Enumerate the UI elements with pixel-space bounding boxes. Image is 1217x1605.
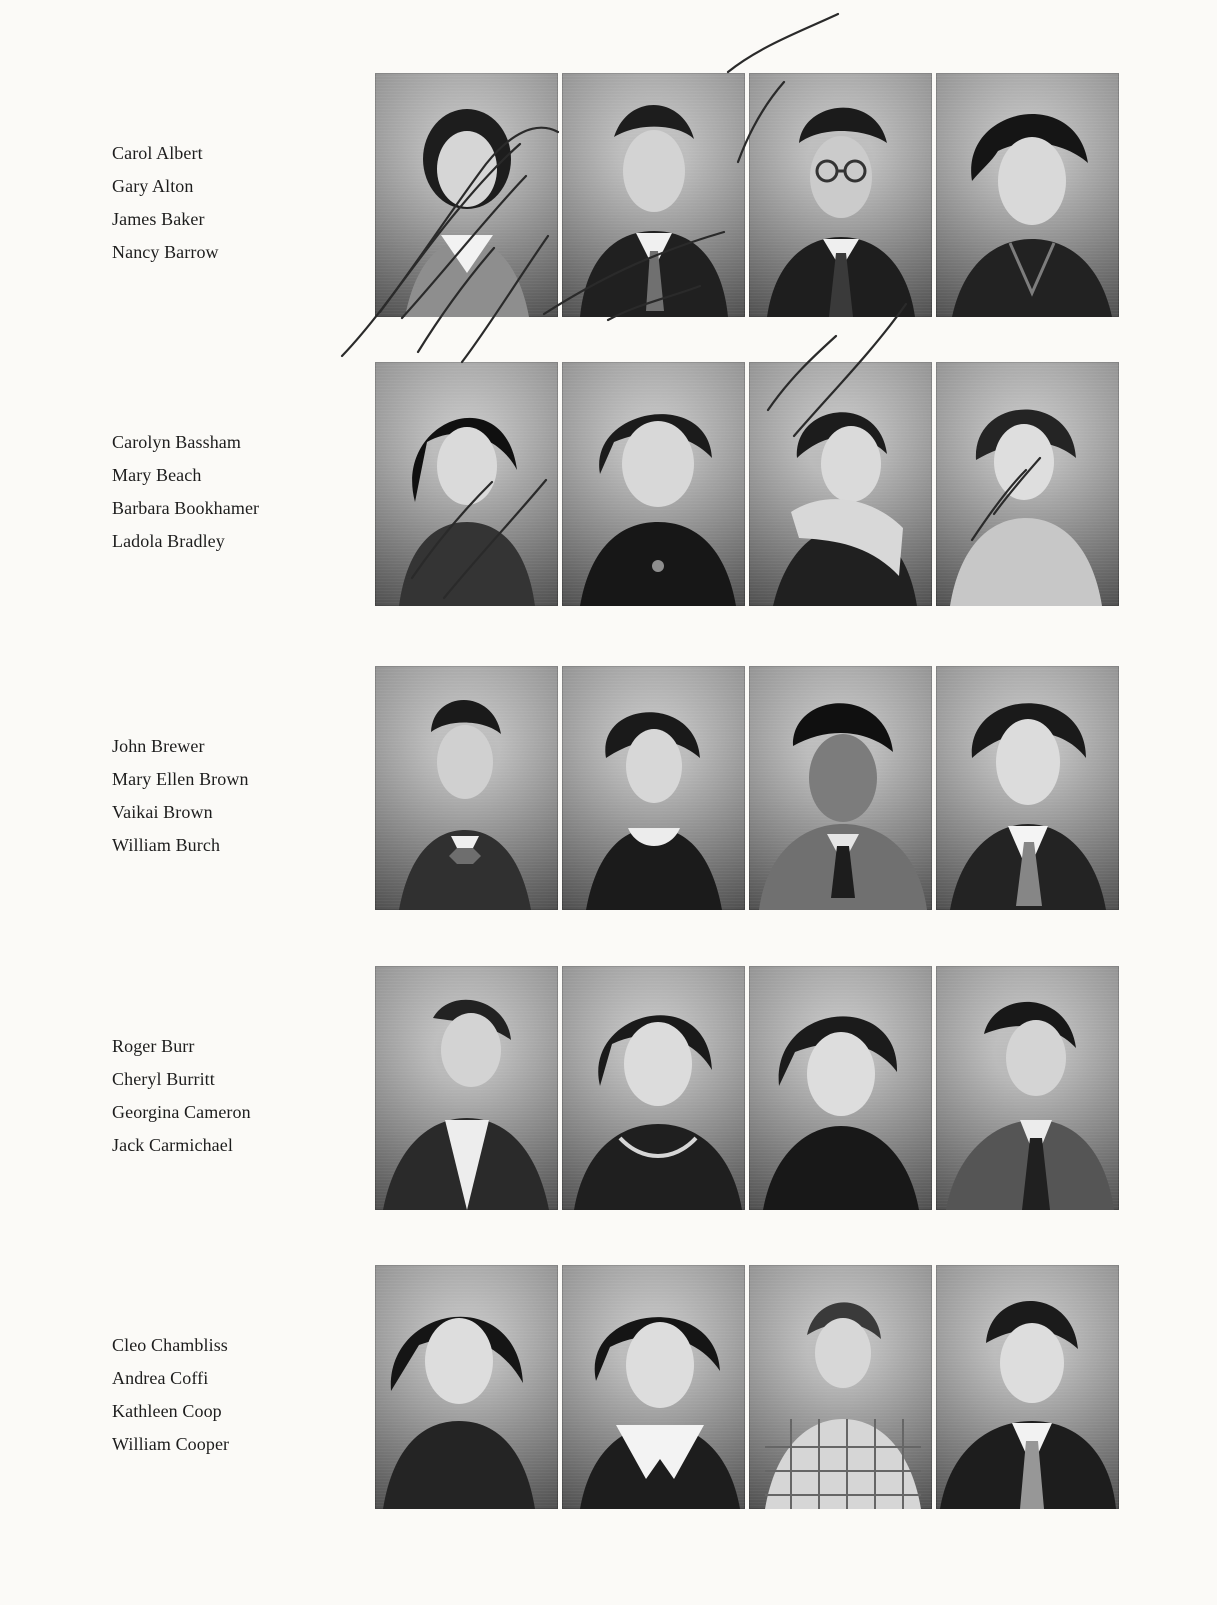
student-photo-row <box>375 966 1121 1210</box>
student-portrait <box>749 666 932 910</box>
student-name: Kathleen Coop <box>112 1401 222 1421</box>
student-name-list <box>112 1030 342 1162</box>
student-row-1 <box>0 73 1217 319</box>
student-name: Nancy Barrow <box>112 242 219 262</box>
student-portrait <box>749 966 932 1210</box>
student-portrait <box>375 362 558 606</box>
student-portrait <box>562 73 745 317</box>
student-row-3 <box>0 666 1217 912</box>
student-name: William Burch <box>112 835 221 855</box>
student-name: Mary Beach <box>112 465 202 485</box>
student-name: Georgina Cameron <box>112 1102 251 1122</box>
student-portrait <box>936 666 1119 910</box>
student-portrait <box>375 966 558 1210</box>
student-portrait <box>562 1265 745 1509</box>
student-row-2 <box>0 362 1217 608</box>
student-portrait <box>936 966 1119 1210</box>
student-portrait <box>936 1265 1119 1509</box>
student-portrait <box>562 966 745 1210</box>
student-name: Jack Carmichael <box>112 1135 233 1155</box>
student-name: Carol Albert <box>112 143 203 163</box>
student-photo-row <box>375 666 1121 910</box>
student-name-list <box>112 426 342 558</box>
student-photo-row <box>375 362 1121 606</box>
student-portrait <box>936 362 1119 606</box>
student-row-4 <box>0 966 1217 1212</box>
student-name: Roger Burr <box>112 1036 195 1056</box>
student-portrait <box>562 666 745 910</box>
student-portrait <box>375 666 558 910</box>
student-name: Barbara Bookhamer <box>112 498 260 518</box>
student-portrait <box>562 362 745 606</box>
student-photo-row <box>375 1265 1121 1509</box>
student-portrait <box>749 73 932 317</box>
student-portrait <box>749 1265 932 1509</box>
student-portrait <box>749 362 932 606</box>
student-name: James Baker <box>112 209 205 229</box>
student-name-list <box>112 730 342 862</box>
student-name: John Brewer <box>112 736 205 756</box>
student-name-list <box>112 1329 342 1461</box>
student-name: Mary Ellen Brown <box>112 769 249 789</box>
student-photo-row <box>375 73 1121 317</box>
student-portrait <box>375 73 558 317</box>
student-name: William Cooper <box>112 1434 230 1454</box>
student-name: Vaikai Brown <box>112 802 213 822</box>
student-name: Cleo Chambliss <box>112 1335 228 1355</box>
student-name: Andrea Coffi <box>112 1368 209 1388</box>
student-name: Gary Alton <box>112 176 194 196</box>
student-portrait <box>375 1265 558 1509</box>
student-row-5 <box>0 1265 1217 1511</box>
student-name-list <box>112 137 342 269</box>
student-name: Cheryl Burritt <box>112 1069 215 1089</box>
student-name: Ladola Bradley <box>112 531 225 551</box>
student-portrait <box>936 73 1119 317</box>
student-name: Carolyn Bassham <box>112 432 241 452</box>
